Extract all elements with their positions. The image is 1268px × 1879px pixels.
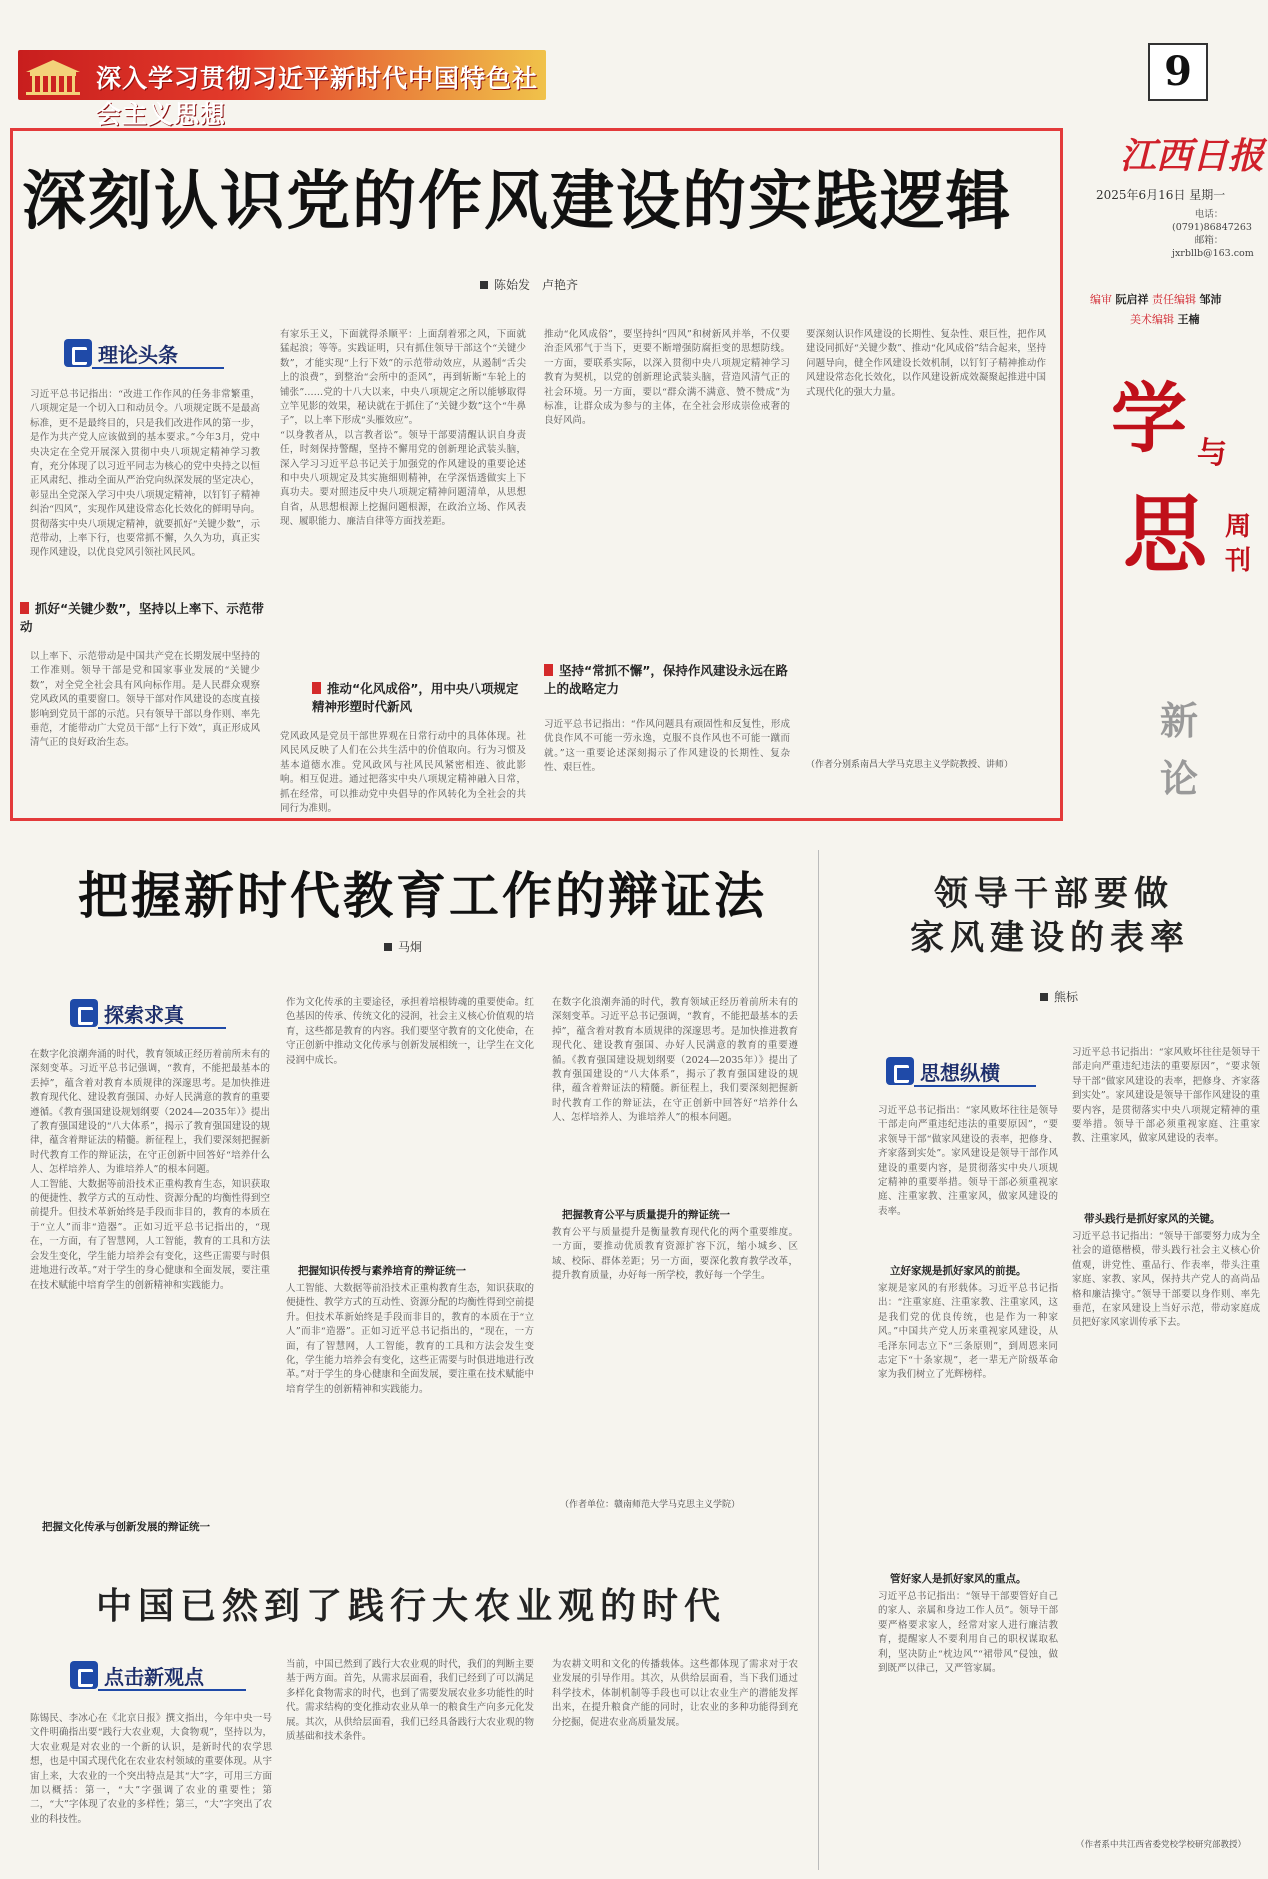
article-family-title-line2: 家风建设的表率 <box>910 918 1190 958</box>
weekly-supplement-logo <box>1093 358 1263 678</box>
section-label-theory: 论 <box>1160 757 1199 801</box>
page-number: 9 <box>1148 43 1208 101</box>
column-tag-explore: 探索求真 <box>70 996 226 1030</box>
contact-info: 电话： (0791)86847263 邮箱： jxrbllb@163.com <box>1172 209 1254 259</box>
column-tag-icon <box>70 1661 98 1689</box>
column-tag-icon <box>64 339 92 367</box>
lead-article-paragraph: 习近平总书记指出：“作风问题具有顽固性和反复性，形成优良作风不可能一劳永逸，克服不良作风也不可能一蹴而就。”这一重要论述深刻揭示了作风建设的长期性、复杂性、艰巨性。 <box>544 719 790 774</box>
article-education-byline: 马炯 <box>384 938 422 955</box>
article-family-byline: 熊标 <box>1040 988 1078 1005</box>
banner-text: 深入学习贯彻习近平新时代中国特色社会主义思想 <box>96 64 539 129</box>
great-hall-icon <box>22 56 84 96</box>
article-agriculture-paragraph: 为农耕文明和文化的传播载体。这些都体现了需求对于农业发展的引导作用。其次，从供给层面看，当下我们通过科学技术，体制机制等手段也可以让农业生产的潜能发挥出来，在提升粮食产能的同时，让农业的多种功能得到充分挖掘，促进农业高质量发展。 <box>552 1659 798 1728</box>
column-tag-icon <box>886 1057 914 1085</box>
article-family-paragraph: 习近平总书记指出：“家风败坏往往是领导干部走向严重违纪违法的重要原因”，“要求领导干部“做家风建设的表率，把修身、齐家落到实处”。家风建设是领导干部作风建设的重要内容，是贯彻落实中央八项规定精神的重要举措。领导干部必须重视家庭、注重家教、注重家风，做家风建设的表率。 <box>1072 1047 1260 1145</box>
lead-article-byline: 陈始发 卢艳齐 <box>480 276 578 293</box>
weekly-char-think: 思 <box>1123 485 1208 584</box>
article-education-paragraph: 作为文化传承的主要途径，承担着培根铸魂的重要使命。红色基因的传承、传统文化的浸润，社会主义核心价值观的培育，这些都是教育的内容。我们要坚守教育的文化使命，在守正创新中推动文化传承与创新发展相统一，让学生在文化浸润中成长。 <box>286 997 534 1066</box>
article-family-subhead: 带头践行是抓好家风的关键。 <box>1084 1213 1221 1225</box>
lead-article-paragraph: 有家乐王义，下面就得杀顺平：上面刮着邪之风，下面就猛起浪；等等。实践证明，只有抓住领导干部这个“关键少数”，才能实现“上行下效”的示范带动效应，从遏制“舌尖上的浪费”，到整治“会所中的歪风”，再到斩断“车轮上的铺张”……党的十八大以来，中央八项规定之所以能够取得立竿见影的效果，秘诀就在于抓住了“关键少数”这个“牛鼻子”，以上率下形成“头雁效应”。 “以身教者从，以言教者讼”。领导干部要清醒认识自身责任，时刻保持警醒，坚持不懈用党的创新理论武装头脑，深入学习习近平总书记关于加强党的作风建设的重要论述和中央八项规定及其实施细则精神，在学深悟透做实上下真功夫。要对照违反中央八项规定精神问题清单，从思想自省，从思想根源上挖掘问题根源，在政治立场、作风表现、履职能力、廉洁自律等方面找差距。 <box>280 329 526 528</box>
lead-article-subhead: 坚持“常抓不懈”，保持作风建设永远在路上的战略定力 <box>544 663 788 696</box>
section-label-new: 新 <box>1160 699 1199 743</box>
column-tag-thought: 思想纵横 <box>886 1054 1036 1088</box>
article-family-paragraph: 习近平总书记指出：“家风败坏往往是领导干部走向严重违纪违法的重要原因”，“要求领导干部“做家风建设的表率，把修身、齐家落到实处”。家风建设是领导干部作风建设的重要内容，是贯彻落实中央八项规定精神的重要举措。领导干部必须重视家庭、注重家教、注重家风，做家风建设的表率。 <box>878 1105 1058 1217</box>
lead-article-title: 深刻认识党的作风建设的实践逻辑 <box>22 165 1012 239</box>
editor-credits: 编审 阮启祥 责任编辑 邹沛 美术编辑 王楠 <box>1090 293 1222 326</box>
newspaper-logo: 江西日报 <box>1120 135 1265 177</box>
weekly-char-study: 学 <box>1111 374 1187 463</box>
lead-article-subhead: 抓好“关键少数”，坚持以上率下、示范带动 <box>20 601 264 634</box>
article-family-title-line1: 领导干部要做 <box>934 874 1174 914</box>
lead-article-author-note: （作者分别系南昌大学马克思主义学院教授、讲师） <box>806 760 1014 770</box>
article-family-paragraph: 习近平总书记指出：“领导干部要努力成为全社会的道德楷模，带头践行社会主义核心价值观，讲党性、重品行、作表率，带头注重家庭、家教、家风，保持共产党人的高尚品格和廉洁操守。”领导干部要以身作则、率先垂范，在家风建设上当好示范，带动家庭成员把好家风家训传承下去。 <box>1072 1231 1260 1329</box>
article-family-author-note: （作者系中共江西省委党校学校研究部教授） <box>1076 1840 1247 1850</box>
article-family-subhead: 立好家规是抓好家风的前提。 <box>890 1265 1027 1277</box>
article-education-paragraph: 在数字化浪潮奔涌的时代，教育领域正经历着前所未有的深刻变革。习近平总书记强调，“教育，不能把最基本的丢掉”，蕴含着对教育本质规律的深邃思考。是加快推进教育现代化、建设教育强国、办好人民满意的教育的重要遵循。《教育强国建设规划纲要（2024—2035年）》提出了教育强国建设的“八大体系”，揭示了教育强国建设的规律，蕴含着辩证法的精髓。新征程上，我们要深刻把握新时代教育工作的辩证法，在守正创新中回答好“培养什么人、怎样培养人、为谁培养人”的根本问题。 人工智能、大数据等前沿技术正重构教育生态，知识获取的便捷性、教学方式的互动性、资源分配的均衡性得到空前提升。但技术革新始终是手段而非目的，教育的本质在于“立人”而非“造器”。正如习近平总书记指出的，“现在，一方面，有了智慧网，人工智能，教育的工具和方法会发生变化，学生能力培养会有变化，这些正需要与时俱进地进行改革。”对于学生的身心健康和全面发展，要注重在技术赋能中培育学生的创新精神和实践能力。 <box>30 1049 270 1291</box>
lead-article-paragraph: 以上率下、示范带动是中国共产党在长期发展中坚持的工作准则。领导干部是党和国家事业发展的“关键少数”，对全党全社会具有风向标作用。是人民群众观察党风政风的重要窗口。领导干部对作风建设的态度直接影响到党员干部的示范。只有领导干部以身作则、率先垂范，才能带动广大党员干部“上行下效”，真正形成风清气正的良好政治生态。 <box>30 651 260 749</box>
lead-article-subhead: 推动“化风成俗”，用中央八项规定精神形塑时代新风 <box>312 681 519 714</box>
column-tag-theory-headline: 理论头条 <box>64 336 224 370</box>
article-education-paragraph: 在数字化浪潮奔涌的时代，教育领域正经历着前所未有的深刻变革。习近平总书记强调，“教育，不能把最基本的丢掉”，蕴含着对教育本质规律的深邃思考。是加快推进教育现代化、建设教育强国、办好人民满意的教育的重要遵循。《教育强国建设规划纲要（2024—2035年）》提出了教育强国建设的“八大体系”，揭示了教育强国建设的规律，蕴含着辩证法的精髓。新征程上，我们要深刻把握新时代教育工作的辩证法，在守正创新中回答好“培养什么人、怎样培养人、为谁培养人”的根本问题。 <box>552 997 798 1124</box>
article-education-author-note: （作者单位：赣南师范大学马克思主义学院） <box>560 1500 741 1510</box>
weekly-char-week: 周 <box>1225 512 1252 542</box>
lead-article-paragraph: 党风政风是党员干部世界观在日常行动中的具体体现。社风民风反映了人们在公共生活中的价值取向。行为习惯及基本道德水准。党风政风与社风民风紧密相连、彼此影响。相互促进。通过把落实中央八项规定精神融入日常，抓在经常，可以推动党中央倡导的作风转化为全社会的共同行为准则。 <box>280 731 526 815</box>
article-education-subhead: 把握教育公平与质量提升的辩证统一 <box>562 1209 730 1221</box>
article-family-subhead: 管好家人是抓好家风的重点。 <box>890 1573 1027 1585</box>
lead-article-paragraph: 习近平总书记指出：“改进工作作风的任务非常繁重，八项规定是一个切入口和动员令。八项规定既不是最高标准，更不是最终目的，只是我们改进作风的第一步，是作为共产党人应该做到的基本要求。”今年3月，党中央决定在全党开展深入贯彻中央八项规定精神学习教育，充分体现了以习近平同志为核心的党中央持之以恒正风肃纪、推动全面从严治党向纵深发展的坚定决心，彰显出全党深入学习中央八项规定精神，以钉钉子精神纠治“四风”，实现作风建设常态化长效化的鲜明导向。贯彻落实中央八项规定精神，就要抓好“关键少数”，示范带动，上率下行，也要常抓不懈，久久为功，真正实现作风建设，以优良党风引领社风民风。 <box>30 389 260 559</box>
article-education-subhead: 把握文化传承与创新发展的辩证统一 <box>42 1521 210 1533</box>
header-banner <box>18 50 546 129</box>
article-education-paragraph: 人工智能、大数据等前沿技术正重构教育生态，知识获取的便捷性、教学方式的互动性、资源分配的均衡性得到空前提升。但技术革新始终是手段而非目的，教育的本质在于“立人”而非“造器”。正如习近平总书记指出的，“现在，一方面，有了智慧网，人工智能，教育的工具和方法会发生变化，学生能力培养会有变化，这些正需要与时俱进地进行改革。”对于学生的身心健康和全面发展，要注重在技术赋能中培育学生的创新精神和实践能力。 <box>286 1283 534 1395</box>
article-family-paragraph: 家规是家风的有形载体。习近平总书记指出：“注重家庭、注重家教、注重家风，这是我们党的优良传统，也是作为一种家风。”中国共产党人历来重视家风建设，从毛泽东同志立下“三条原则”，到周恩来同志定下“十条家规”，老一辈无产阶级革命家为我们树立了光辉榜样。 <box>878 1283 1058 1381</box>
article-education-title: 把握新时代教育工作的辩证法 <box>78 866 767 925</box>
lead-article-paragraph: 推动“化风成俗”，要坚持纠“四风”和树新风并举，不仅要治歪风邪气于当下，更要不断增强防腐拒变的思想防线。一方面，要联系实际，以深入贯彻中央八项规定精神学习教育为契机，以党的创新理论武装头脑，营造风清气正的社会环境。另一方面，要以“群众满不满意、赞不赞成”为标准，让群众成为参与的主体，在全社会形成崇俭戒奢的良好风尚。 <box>544 329 790 427</box>
article-agriculture-title: 中国已然到了践行大农业观的时代 <box>96 1585 727 1627</box>
article-education-subhead: 把握知识传授与素养培育的辩证统一 <box>298 1265 466 1277</box>
weekly-char-journal: 刊 <box>1225 546 1252 576</box>
column-tag-icon <box>70 999 98 1027</box>
column-tag-viewpoint: 点击新观点 <box>70 1658 246 1692</box>
weekly-char-and: 与 <box>1197 436 1227 471</box>
article-family-paragraph: 习近平总书记指出：“领导干部要管好自己的家人、亲属和身边工作人员”。领导干部要严格要求家人，经常对家人进行廉洁教育，提醒家人不要利用自己的职权谋取私利，坚决防止“枕边风”“裙带风”侵蚀，做到既严以律己，又严管家属。 <box>878 1591 1058 1675</box>
article-agriculture-paragraph: 陈锡民、李冰心在《北京日报》撰文指出，今年中央一号文件明确指出要“践行大农业观，大食物观”，坚持以为，大农业观是对农业的一个新的认识，是新时代的农学思想，也是中国式现代化在农业农村领域的重要体现。从宇宙上来，大农业的一个突出特点是其“大”字，可用三方面加以概括：第一，“大”字强调了农业的重要性；第二，“大”字体现了农业的多样性；第三，“大”字突出了农业的科技性。 <box>30 1713 272 1825</box>
issue-date: 2025年6月16日 星期一 <box>1096 188 1226 202</box>
article-agriculture-paragraph: 当前，中国已然到了践行大农业观的时代，我们的判断主要基于两方面。首先，从需求层面看，我们已经到了可以满足多样化食物需求的时代，也到了需要发展农业多功能性的时代。需求结构的变化推动农业从单一的粮食生产向多元化发展。其次，从供给层面看，我们已经具备践行大农业观的物质基础和技术条件。 <box>286 1659 534 1743</box>
article-education-paragraph: 教育公平与质量提升是衡量教育现代化的两个重要维度。一方面，要推动优质教育资源扩容下沉，缩小城乡、区域、校际、群体差距；另一方面，要深化教育教学改革，提升教育质量，办好每一所学校，教好每一个学生。 <box>552 1227 798 1282</box>
lead-article-paragraph: 要深刻认识作风建设的长期性、复杂性、艰巨性，把作风建设同抓好“关键少数”、推动“化风成俗”结合起来，坚持问题导向，健全作风建设长效机制，以钉钉子精神推动作风建设常态化长效化，以作风建设新成效凝聚起推进中国式现代化的强大力量。 <box>806 329 1046 398</box>
column-divider <box>818 850 819 1870</box>
